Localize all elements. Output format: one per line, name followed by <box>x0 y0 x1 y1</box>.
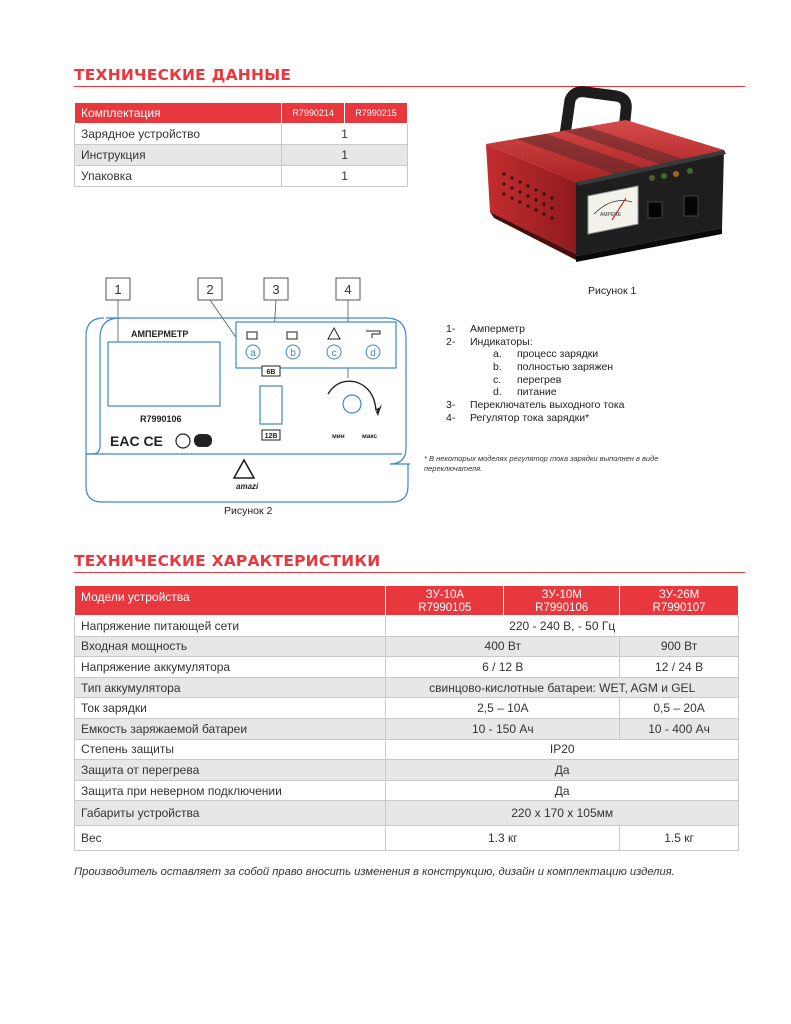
legend-num: a. <box>493 348 502 361</box>
table-row <box>75 616 739 637</box>
row-label: Защита от перегрева <box>75 760 386 781</box>
current-switch <box>260 386 282 424</box>
recycle-icon <box>176 434 190 448</box>
row-label: Ток зарядки <box>75 698 386 719</box>
knob-max-label: макс <box>362 433 378 440</box>
indicator-letter-c: c <box>331 348 337 359</box>
table-row <box>75 698 739 719</box>
header-cell: R7990215 <box>345 103 408 124</box>
row-label: Напряжение аккумулятора <box>75 657 386 678</box>
row-label: Емкость заряжаемой батареи <box>75 718 386 739</box>
row-value: IP20 <box>386 739 739 760</box>
header-cell: R7990214 <box>282 103 345 124</box>
model-code: R7990106 <box>535 602 589 614</box>
table-row <box>75 780 739 801</box>
callout-3: 3 <box>272 282 280 297</box>
completeness-table <box>74 102 408 187</box>
switch-6v-label: 6В <box>266 369 276 376</box>
legend-num: d. <box>493 386 502 399</box>
indicator-letter-a: a <box>250 348 256 359</box>
ammeter-label: АМПЕРМЕТР <box>131 329 189 339</box>
indicator-letter-b: b <box>290 348 296 359</box>
row-value: 6 / 12 В <box>386 657 620 678</box>
legend-num: b. <box>493 361 502 374</box>
callout-1: 1 <box>114 282 122 297</box>
section-title-tech-data: ТЕХНИЧЕСКИЕ ДАННЫЕ <box>74 66 292 84</box>
section-title-specs: ТЕХНИЧЕСКИЕ ХАРАКТЕРИСТИКИ <box>74 552 381 570</box>
row-value: 1 <box>282 145 408 166</box>
model-name: ЗУ-10М <box>541 589 582 601</box>
row-value: 1.5 кг <box>620 826 739 851</box>
legend-num: 3- <box>446 399 456 412</box>
model-code: R7990105 <box>418 602 472 614</box>
legend-num: 1- <box>446 323 456 335</box>
header-cell: Модели устройства <box>75 586 386 616</box>
row-label: Напряжение питающей сети <box>75 616 386 637</box>
legend-text: Индикаторы: <box>470 335 533 348</box>
row-label: Тип аккумулятора <box>75 677 386 698</box>
row-value: свинцово-кислотные батареи: WET, AGM и GEL <box>386 677 739 698</box>
legend-text: Амперметр <box>470 323 525 335</box>
row-value: 10 - 400 Ач <box>620 718 739 739</box>
header-cell: Комплектация <box>75 103 282 124</box>
row-label: Вес <box>75 826 386 851</box>
indicator-letter-d: d <box>370 348 376 359</box>
row-value: 12 / 24 В <box>620 657 739 678</box>
row-label: Степень защиты <box>75 739 386 760</box>
model-header-1 <box>386 586 504 616</box>
row-value: Да <box>386 760 739 781</box>
brand-logo-icon <box>234 460 254 478</box>
legend-text: процесс зарядки <box>517 348 599 361</box>
table-row <box>75 636 739 657</box>
oil-can-icon <box>194 434 212 447</box>
model-header-3 <box>620 586 739 616</box>
table-row <box>75 739 739 760</box>
row-label: Защита при неверном подключении <box>75 780 386 801</box>
table-row <box>75 145 408 166</box>
row-value: 2,5 – 10А <box>386 698 620 719</box>
table-row <box>75 801 739 826</box>
row-value: 900 Вт <box>620 636 739 657</box>
front-panel-diagram <box>76 276 422 512</box>
ammeter-window <box>108 342 220 406</box>
table-row <box>75 124 408 145</box>
legend-num: 2- <box>446 335 456 348</box>
legend-text: полностью заряжен <box>517 361 614 374</box>
row-label: Упаковка <box>75 166 282 187</box>
legend-num: c. <box>493 373 502 386</box>
figure-2-caption: Рисунок 2 <box>224 505 273 517</box>
charger-photo <box>476 84 750 290</box>
row-value: 220 - 240 В, - 50 Гц <box>386 616 739 637</box>
row-value: 220 х 170 х 105мм <box>386 801 739 826</box>
section-divider <box>74 572 745 573</box>
row-label: Входная мощность <box>75 636 386 657</box>
table-row <box>75 166 408 187</box>
table-row <box>75 657 739 678</box>
model-name: ЗУ-26М <box>658 589 700 601</box>
table-header-row <box>75 586 739 616</box>
row-value: 1 <box>282 124 408 145</box>
row-value: 400 Вт <box>386 636 620 657</box>
meter-brand: AMPERE <box>600 212 622 218</box>
model-code: R7990107 <box>652 602 706 614</box>
row-value: Да <box>386 780 739 801</box>
legend-num: 4- <box>446 411 456 424</box>
legend-text: Регулятор тока зарядки* <box>470 411 590 424</box>
legend-footnote: * В некоторых моделях регулятор тока зарядки выполнен в виде переключателя. <box>424 454 659 473</box>
brand-logo-text: amazi <box>236 482 259 491</box>
row-value: 1.3 кг <box>386 826 620 851</box>
legend-text: Переключатель выходного тока <box>470 399 625 412</box>
row-label: Габариты устройства <box>75 801 386 826</box>
row-value: 0,5 – 20А <box>620 698 739 719</box>
knob-min-label: мин <box>332 433 345 440</box>
model-header-2 <box>504 586 620 616</box>
row-value: 10 - 150 Ач <box>386 718 620 739</box>
row-label: Инструкция <box>75 145 282 166</box>
callout-2: 2 <box>206 282 214 297</box>
row-value: 1 <box>282 166 408 187</box>
table-row <box>75 677 739 698</box>
row-label: Зарядное устройство <box>75 124 282 145</box>
table-row <box>75 760 739 781</box>
disclaimer: Производитель оставляет за собой право вносить изменения в конструкцию, дизайн и комплектацию изделия. <box>74 866 675 878</box>
specs-table <box>74 585 739 851</box>
model-name: ЗУ-10А <box>425 589 465 601</box>
switch-12v-label: 12В <box>264 433 278 440</box>
certification-marks: EAC CE <box>110 433 163 449</box>
current-knob <box>343 395 361 413</box>
table-row <box>75 826 739 851</box>
legend-text: перегрев <box>517 373 562 386</box>
figure-1-caption: Рисунок 1 <box>588 285 637 297</box>
callout-4: 4 <box>344 282 352 297</box>
table-row <box>75 718 739 739</box>
table-header-row <box>75 103 408 124</box>
model-label: R7990106 <box>140 414 182 424</box>
legend-text: питание <box>517 386 557 399</box>
